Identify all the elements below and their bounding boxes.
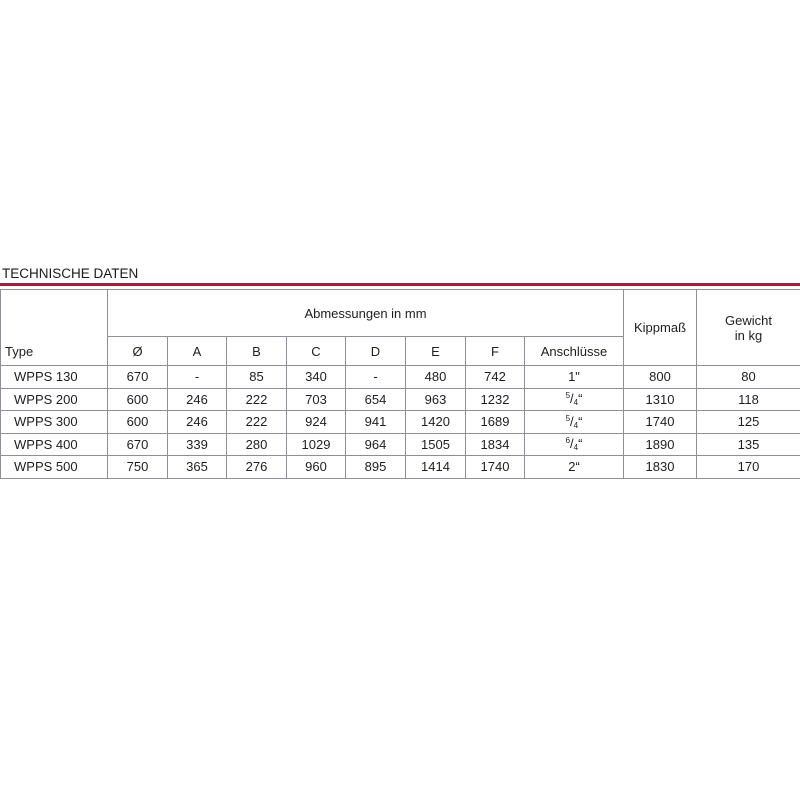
cell-f: 1689 [466,411,525,434]
cell-gewicht: 125 [697,411,800,434]
cell-a: 246 [168,388,227,411]
cell-b: 85 [227,366,287,389]
cell-a: 339 [168,433,227,456]
cell-d: 964 [346,433,406,456]
header-gewicht [697,290,800,366]
cell-c: 340 [287,366,346,389]
cell-d: 654 [346,388,406,411]
cell-b: 280 [227,433,287,456]
cell-gewicht: 170 [697,456,800,479]
anschluss-numerator: 5 [565,391,571,401]
header-gewicht-line1: Gewicht [725,312,772,328]
cell-e: 963 [406,388,466,411]
cell-a: 365 [168,456,227,479]
cell-type: WPPS 130 [1,366,108,389]
cell-gewicht: 135 [697,433,800,456]
cell-e: 480 [406,366,466,389]
cell-anschluesse [525,456,624,479]
cell-d: 941 [346,411,406,434]
cell-gewicht: 80 [697,366,800,389]
cell-f: 1740 [466,456,525,479]
cell-c: 703 [287,388,346,411]
header-gewicht-line2: in kg [734,327,763,343]
header-kippmass: Kippmaß [624,290,697,366]
cell-type: WPPS 500 [1,456,108,479]
cell-b: 222 [227,411,287,434]
header-col-b: B [227,337,287,366]
anschluss-value: 1" [568,369,580,385]
cell-diameter: 600 [108,411,168,434]
anschluss-denominator: 4 [573,443,579,453]
header-row-group [1,290,800,337]
cell-kippmass: 800 [624,366,697,389]
red-divider [0,283,800,286]
table-row [1,366,800,389]
cell-f: 1834 [466,433,525,456]
anschluss-denominator: 4 [573,420,579,430]
header-col-e: E [406,337,466,366]
cell-d: 895 [346,456,406,479]
cell-f: 742 [466,366,525,389]
cell-diameter: 600 [108,388,168,411]
anschluss-inch-mark: “ [578,413,583,429]
table-row [1,456,800,479]
cell-e: 1420 [406,411,466,434]
cell-diameter: 750 [108,456,168,479]
cell-anschluesse: $^5/_4“$ [525,388,624,411]
header-col-diameter: Ø [108,337,168,366]
anschluss-inch-mark: “ [578,436,583,452]
header-col-a: A [168,337,227,366]
header-col-f: F [466,337,525,366]
cell-e: 1414 [406,456,466,479]
cell-kippmass: 1310 [624,388,697,411]
anschluss-numerator: 6 [565,436,571,446]
cell-anschluesse: $^6/_4“$ [525,433,624,456]
cell-f: 1232 [466,388,525,411]
cell-b: 276 [227,456,287,479]
cell-type: WPPS 400 [1,433,108,456]
section-title: TECHNISCHE DATEN [2,266,139,281]
cell-kippmass: 1830 [624,456,697,479]
header-type: Type [1,290,108,366]
table-row [1,388,800,411]
cell-kippmass: 1740 [624,411,697,434]
anschluss-denominator: 4 [573,398,579,408]
cell-c: 960 [287,456,346,479]
anschluss-numerator: 5 [565,413,571,423]
cell-a: - [168,366,227,389]
cell-b: 222 [227,388,287,411]
cell-d: - [346,366,406,389]
header-dimensions-group: Abmessungen in mm [108,290,624,337]
header-col-c: C [287,337,346,366]
cell-anschluesse [525,366,624,389]
header-col-d: D [346,337,406,366]
cell-a: 246 [168,411,227,434]
table-row [1,411,800,434]
cell-anschluesse: $^5/_4“$ [525,411,624,434]
cell-diameter: 670 [108,366,168,389]
anschluss-inch-mark: “ [578,391,583,407]
technical-data-table [0,289,800,479]
cell-type: WPPS 200 [1,388,108,411]
cell-c: 924 [287,411,346,434]
cell-c: 1029 [287,433,346,456]
anschluss-value: 2“ [568,459,580,475]
cell-e: 1505 [406,433,466,456]
cell-type: WPPS 300 [1,411,108,434]
cell-diameter: 670 [108,433,168,456]
cell-kippmass: 1890 [624,433,697,456]
cell-gewicht: 118 [697,388,800,411]
header-col-anschluesse: Anschlüsse [525,337,624,366]
table-row [1,433,800,456]
